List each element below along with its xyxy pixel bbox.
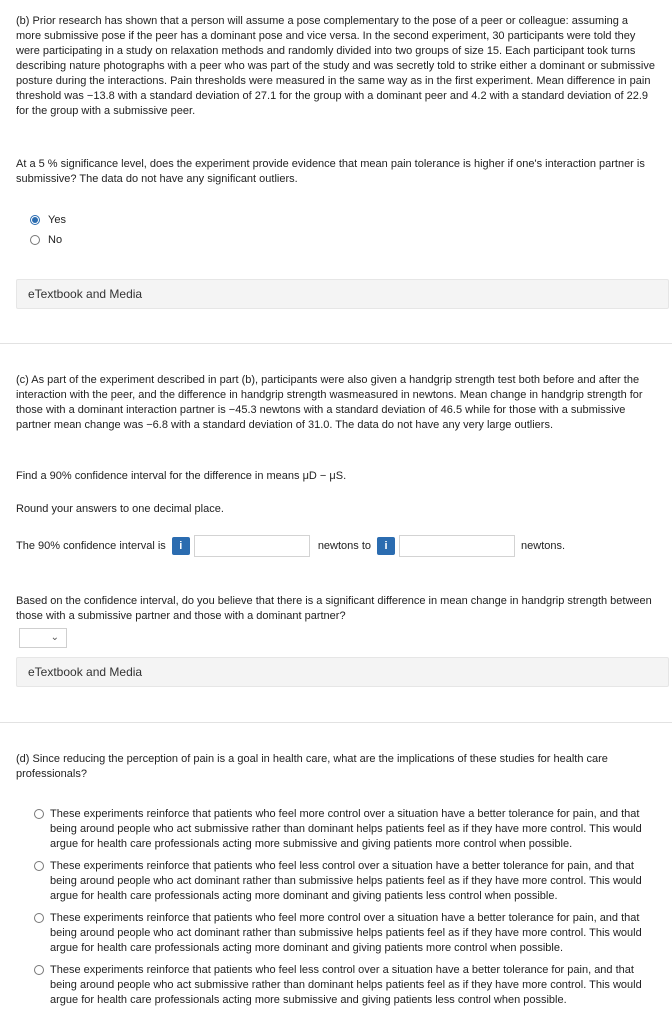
part-d-option-1[interactable] xyxy=(34,807,654,852)
radio-unchecked-icon[interactable] xyxy=(34,861,44,871)
divider xyxy=(0,343,672,344)
ci-middle-label: newtons to xyxy=(317,539,372,552)
part-d-option-3[interactable] xyxy=(34,911,654,956)
ci-upper-input[interactable] xyxy=(399,535,515,557)
option-yes[interactable] xyxy=(0,210,66,230)
part-b-section xyxy=(0,14,672,119)
part-c-section xyxy=(0,373,672,433)
option-text: These experiments reinforce that patients who feel more control over a situation have a better tolerance for pain, and that being around people who act dominant rather than submissive helps patients feel as if they have more control. This would argue for health care professionals acting more dominant and giving patients more control when possible. xyxy=(50,912,642,954)
info-icon[interactable]: i xyxy=(377,537,395,555)
option-no[interactable] xyxy=(0,230,66,250)
part-c-find: Find a 90% confidence interval for the difference in means μD − μS. xyxy=(16,470,347,482)
etextbook-media-c[interactable]: eTextbook and Media xyxy=(16,657,669,687)
radio-unchecked-icon[interactable] xyxy=(34,965,44,975)
radio-unchecked-icon[interactable] xyxy=(34,809,44,819)
ci-row xyxy=(16,534,565,558)
option-text: These experiments reinforce that patients who feel more control over a situation have a better tolerance for pain, and that being around people who act submissive rather than dominant helps patients feel as if they have more control. This would argue for health care professionals acting more submissive and giving patients more control when possible. xyxy=(50,808,642,850)
option-text: These experiments reinforce that patients who feel less control over a situation have a better tolerance for pain, and that being around people who act dominant rather than submissive helps patients feel as if they have more control. This would argue for health care professionals acting more dominant and giving patients less control when possible. xyxy=(50,860,642,902)
info-icon[interactable]: i xyxy=(172,537,190,555)
part-d-option-2[interactable] xyxy=(34,859,654,904)
part-b-question-block xyxy=(0,157,672,187)
etextbook-media-b[interactable]: eTextbook and Media xyxy=(16,279,669,309)
chevron-down-icon: ⌄ xyxy=(50,632,59,643)
option-text: These experiments reinforce that patients who feel less control over a situation have a better tolerance for pain, and that being around people who act submissive rather than dominant helps patients feel as if they have more control. This would argue for health care professionals acting more submissive and giving patients less control when possible. xyxy=(50,964,642,1006)
option-yes-label: Yes xyxy=(48,213,66,226)
divider xyxy=(0,722,672,723)
part-c-round: Round your answers to one decimal place. xyxy=(16,503,224,515)
part-b-question: At a 5 % significance level, does the experiment provide evidence that mean pain tolerance is higher if one's interaction partner is submissive? The data do not have any significant outliers. xyxy=(16,158,645,185)
part-b-paragraph: (b) Prior research has shown that a person will assume a pose complementary to the pose of a peer or colleague: assuming a more submissive pose if the peer has a dominant pose and vice versa. In the second experiment, 30 participants were told they were participating in a study on relaxation methods and randomly divided into two groups of size 15. Each participant took turns describing nature photographs with a peer who was part of the study and was secretly told to strike either a dominant or submissive posture during the interactions. Pain thresholds were measured in the same way as in the first experiment. Mean difference in pain threshold was −13.8 with a standard deviation of 27.1 for the group with a dominant peer and 4.2 with a standard deviation of 22.9 for the group with a submissive peer. xyxy=(16,15,655,117)
part-b-options xyxy=(0,210,66,250)
ci-label: The 90% confidence interval is xyxy=(16,539,166,552)
part-d-question: (d) Since reducing the perception of pain is a goal in health care, what are the implications of these studies for health care professionals? xyxy=(16,753,608,780)
radio-unchecked-icon[interactable] xyxy=(34,913,44,923)
ci-lower-input[interactable] xyxy=(194,535,310,557)
part-c-paragraph: (c) As part of the experiment described in part (b), participants were also given a handgrip strength test both before and after the interaction with the peer, and the difference in handgrip strength wasmeasured in newtons. Mean change in handgrip strength for those with a dominant interaction partner is −45.3 newtons with a standard deviation of 46.5 while for those with a submissive partner mean change was −6.8 with a standard deviation of 31.0. The data do not have any very large outliers. xyxy=(16,374,643,431)
part-d-section xyxy=(0,752,662,782)
based-question-text: Based on the confidence interval, do you believe that there is a significant difference in mean change in handgrip strength between those with a submissive partner and those with a dominant partner? xyxy=(16,595,652,622)
ci-end-label: newtons. xyxy=(521,539,566,552)
radio-unchecked-icon[interactable] xyxy=(30,235,40,245)
significance-select[interactable] xyxy=(19,628,67,648)
radio-checked-icon[interactable] xyxy=(30,215,40,225)
option-no-label: No xyxy=(48,233,63,246)
part-d-option-4[interactable] xyxy=(34,963,654,1008)
part-c-based-question xyxy=(0,594,672,624)
